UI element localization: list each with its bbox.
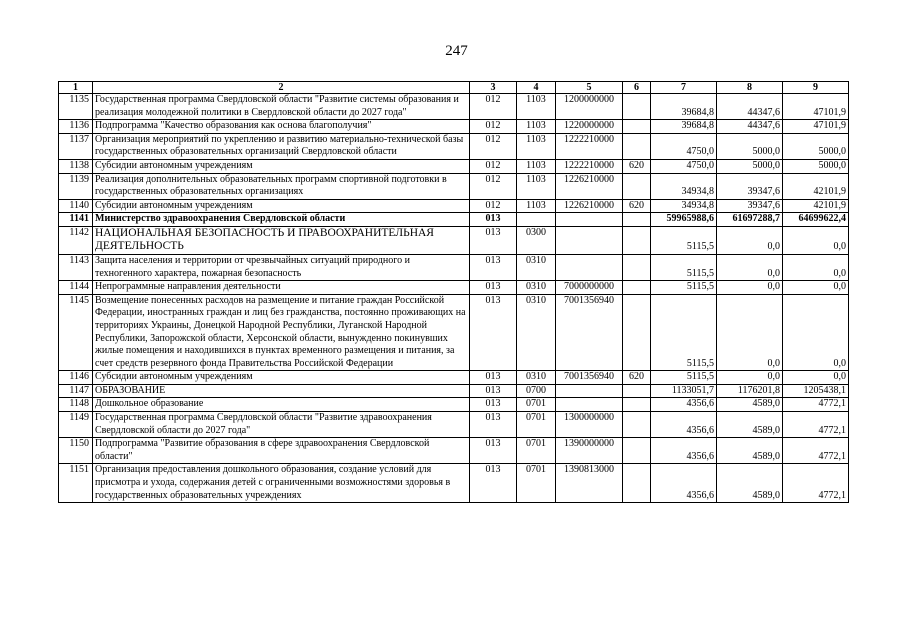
target-article-code: 1390813000 [556, 464, 623, 503]
row-name: Дошкольное образование [93, 398, 470, 412]
expense-type-code [623, 213, 651, 227]
section-code: 0310 [517, 371, 556, 385]
row-number: 1138 [59, 159, 93, 173]
ministry-code: 013 [470, 294, 517, 371]
header-cell: 5 [556, 82, 623, 94]
target-article-code: 1300000000 [556, 412, 623, 438]
row-number: 1141 [59, 213, 93, 227]
header-cell: 2 [93, 82, 470, 94]
amount-col9: 47101,9 [783, 120, 849, 134]
header-cell: 1 [59, 82, 93, 94]
table-row [59, 94, 849, 120]
amount-col8: 44347,6 [717, 120, 783, 134]
target-article-code: 1220000000 [556, 120, 623, 134]
target-article-code: 7001356940 [556, 371, 623, 385]
row-name: Подпрограмма "Качество образования как основа благополучия" [93, 120, 470, 134]
row-number: 1151 [59, 464, 93, 503]
section-code: 0701 [517, 464, 556, 503]
amount-col7: 34934,8 [651, 199, 717, 213]
amount-col7: 5115,5 [651, 294, 717, 371]
row-number: 1148 [59, 398, 93, 412]
table-row [59, 281, 849, 295]
target-article-code [556, 226, 623, 254]
section-code: 1103 [517, 94, 556, 120]
amount-col8: 0,0 [717, 254, 783, 280]
row-number: 1137 [59, 133, 93, 159]
section-code: 0700 [517, 384, 556, 398]
amount-col8: 44347,6 [717, 94, 783, 120]
header-cell: 8 [717, 82, 783, 94]
row-name: Реализация дополнительных образовательных программ спортивной подготовки в государственных образовательных организациях [93, 173, 470, 199]
table-row [59, 173, 849, 199]
amount-col7: 39684,8 [651, 94, 717, 120]
amount-col7: 4356,6 [651, 412, 717, 438]
amount-col8: 5000,0 [717, 133, 783, 159]
amount-col7: 5115,5 [651, 371, 717, 385]
row-number: 1143 [59, 254, 93, 280]
expense-type-code [623, 438, 651, 464]
header-cell: 4 [517, 82, 556, 94]
expense-type-code [623, 94, 651, 120]
row-name: Защита населения и территории от чрезвычайных ситуаций природного и техногенного характера, пожарная безопасность [93, 254, 470, 280]
row-number: 1147 [59, 384, 93, 398]
amount-col9: 0,0 [783, 294, 849, 371]
row-number: 1139 [59, 173, 93, 199]
ministry-code: 012 [470, 159, 517, 173]
section-code: 1103 [517, 199, 556, 213]
row-name: Субсидии автономным учреждениям [93, 159, 470, 173]
expense-type-code [623, 254, 651, 280]
table-row [59, 384, 849, 398]
table-row [59, 254, 849, 280]
row-number: 1144 [59, 281, 93, 295]
amount-col9: 0,0 [783, 254, 849, 280]
row-name: Организация мероприятий по укреплению и развитию материально-технической базы государственных образовательных организаций Свердловской области [93, 133, 470, 159]
expense-type-code [623, 173, 651, 199]
header-cell: 6 [623, 82, 651, 94]
section-code: 0701 [517, 398, 556, 412]
amount-col8: 4589,0 [717, 398, 783, 412]
section-code [517, 213, 556, 227]
table-row [59, 371, 849, 385]
section-code: 0300 [517, 226, 556, 254]
ministry-code: 012 [470, 173, 517, 199]
amount-col9: 64699622,4 [783, 213, 849, 227]
ministry-code: 012 [470, 120, 517, 134]
section-code: 0310 [517, 281, 556, 295]
amount-col8: 0,0 [717, 226, 783, 254]
row-name: ОБРАЗОВАНИЕ [93, 384, 470, 398]
ministry-code: 013 [470, 398, 517, 412]
amount-col9: 1205438,1 [783, 384, 849, 398]
row-name: Подпрограмма "Развитие образования в сфере здравоохранения Свердловской области" [93, 438, 470, 464]
budget-table [58, 81, 849, 503]
amount-col7: 39684,8 [651, 120, 717, 134]
expense-type-code [623, 464, 651, 503]
amount-col7: 1133051,7 [651, 384, 717, 398]
amount-col9: 4772,1 [783, 412, 849, 438]
expense-type-code [623, 133, 651, 159]
amount-col9: 42101,9 [783, 199, 849, 213]
ministry-code: 013 [470, 384, 517, 398]
ministry-code: 012 [470, 94, 517, 120]
target-article-code: 1226210000 [556, 199, 623, 213]
amount-col9: 47101,9 [783, 94, 849, 120]
row-name: Субсидии автономным учреждениям [93, 371, 470, 385]
header-cell: 7 [651, 82, 717, 94]
amount-col8: 4589,0 [717, 412, 783, 438]
expense-type-code [623, 281, 651, 295]
target-article-code: 7001356940 [556, 294, 623, 371]
ministry-code: 013 [470, 254, 517, 280]
row-name: Непрограммные направления деятельности [93, 281, 470, 295]
amount-col7: 5115,5 [651, 254, 717, 280]
amount-col7: 5115,5 [651, 226, 717, 254]
target-article-code: 1222210000 [556, 159, 623, 173]
row-number: 1146 [59, 371, 93, 385]
row-name: Министерство здравоохранения Свердловской области [93, 213, 470, 227]
amount-col9: 4772,1 [783, 398, 849, 412]
ministry-code: 013 [470, 226, 517, 254]
row-number: 1135 [59, 94, 93, 120]
amount-col9: 0,0 [783, 281, 849, 295]
amount-col7: 4356,6 [651, 464, 717, 503]
table-row [59, 120, 849, 134]
amount-col7: 5115,5 [651, 281, 717, 295]
amount-col7: 4356,6 [651, 438, 717, 464]
ministry-code: 012 [470, 199, 517, 213]
expense-type-code: 620 [623, 199, 651, 213]
amount-col7: 59965988,6 [651, 213, 717, 227]
expense-type-code [623, 398, 651, 412]
ministry-code: 013 [470, 281, 517, 295]
amount-col7: 34934,8 [651, 173, 717, 199]
section-code: 1103 [517, 159, 556, 173]
amount-col8: 61697288,7 [717, 213, 783, 227]
target-article-code [556, 213, 623, 227]
expense-type-code: 620 [623, 371, 651, 385]
row-name: Государственная программа Свердловской области "Развитие системы образования и реализация молодежной политики в Свердловской области до 2027 года" [93, 94, 470, 120]
table-row [59, 226, 849, 254]
table-row [59, 133, 849, 159]
ministry-code: 013 [470, 438, 517, 464]
amount-col9: 0,0 [783, 371, 849, 385]
row-number: 1140 [59, 199, 93, 213]
table-row [59, 464, 849, 503]
amount-col9: 0,0 [783, 226, 849, 254]
amount-col8: 4589,0 [717, 438, 783, 464]
table-row [59, 438, 849, 464]
amount-col8: 39347,6 [717, 199, 783, 213]
ministry-code: 013 [470, 213, 517, 227]
amount-col8: 0,0 [717, 371, 783, 385]
amount-col8: 4589,0 [717, 464, 783, 503]
expense-type-code [623, 120, 651, 134]
section-code: 0701 [517, 412, 556, 438]
row-number: 1149 [59, 412, 93, 438]
ministry-code: 013 [470, 464, 517, 503]
row-number: 1136 [59, 120, 93, 134]
section-code: 1103 [517, 173, 556, 199]
amount-col7: 4356,6 [651, 398, 717, 412]
expense-type-code: 620 [623, 159, 651, 173]
amount-col8: 0,0 [717, 294, 783, 371]
amount-col8: 0,0 [717, 281, 783, 295]
amount-col9: 4772,1 [783, 464, 849, 503]
row-name: Государственная программа Свердловской области "Развитие здравоохранения Свердловской области до 2027 года" [93, 412, 470, 438]
page-number: 247 [445, 43, 468, 59]
row-number: 1150 [59, 438, 93, 464]
header-cell: 3 [470, 82, 517, 94]
header-row [59, 82, 849, 94]
ministry-code: 012 [470, 133, 517, 159]
table-row [59, 159, 849, 173]
target-article-code [556, 384, 623, 398]
amount-col8: 5000,0 [717, 159, 783, 173]
row-name: Организация предоставления дошкольного образования, создание условий для присмотра и ухода, содержания детей с ограниченными возможностями здоровья в государственных образовательных учреждениях [93, 464, 470, 503]
expense-type-code [623, 226, 651, 254]
row-name: НАЦИОНАЛЬНАЯ БЕЗОПАСНОСТЬ И ПРАВООХРАНИТЕЛЬНАЯ ДЕЯТЕЛЬНОСТЬ [93, 226, 470, 254]
section-code: 0701 [517, 438, 556, 464]
table-row [59, 398, 849, 412]
amount-col9: 5000,0 [783, 159, 849, 173]
section-code: 0310 [517, 294, 556, 371]
row-number: 1145 [59, 294, 93, 371]
target-article-code: 7000000000 [556, 281, 623, 295]
amount-col8: 39347,6 [717, 173, 783, 199]
target-article-code: 1390000000 [556, 438, 623, 464]
expense-type-code [623, 384, 651, 398]
target-article-code [556, 398, 623, 412]
ministry-code: 013 [470, 371, 517, 385]
amount-col7: 4750,0 [651, 133, 717, 159]
amount-col9: 5000,0 [783, 133, 849, 159]
row-name: Субсидии автономным учреждениям [93, 199, 470, 213]
section-code: 1103 [517, 120, 556, 134]
target-article-code [556, 254, 623, 280]
table-row [59, 213, 849, 227]
table-row [59, 199, 849, 213]
table-row [59, 412, 849, 438]
section-code: 0310 [517, 254, 556, 280]
expense-type-code [623, 294, 651, 371]
amount-col9: 4772,1 [783, 438, 849, 464]
row-number: 1142 [59, 226, 93, 254]
amount-col7: 4750,0 [651, 159, 717, 173]
target-article-code: 1200000000 [556, 94, 623, 120]
amount-col9: 42101,9 [783, 173, 849, 199]
target-article-code: 1222210000 [556, 133, 623, 159]
target-article-code: 1226210000 [556, 173, 623, 199]
ministry-code: 013 [470, 412, 517, 438]
expense-type-code [623, 412, 651, 438]
row-name: Возмещение понесенных расходов на размещение и питание граждан Российской Федерации, иностранных граждан и лиц без гражданства, постоянно проживающих на территориях Украины, Донецкой Народной Республики, Луганской Народной Республики, Запорожской области, Херсонской области, вынужденно покинувших жилые помещения и находившихся в пунктах временного размещения и питания, за счет средств резервного фонда Правительства Российской Федерации [93, 294, 470, 371]
header-cell: 9 [783, 82, 849, 94]
section-code: 1103 [517, 133, 556, 159]
table-row [59, 294, 849, 371]
amount-col8: 1176201,8 [717, 384, 783, 398]
